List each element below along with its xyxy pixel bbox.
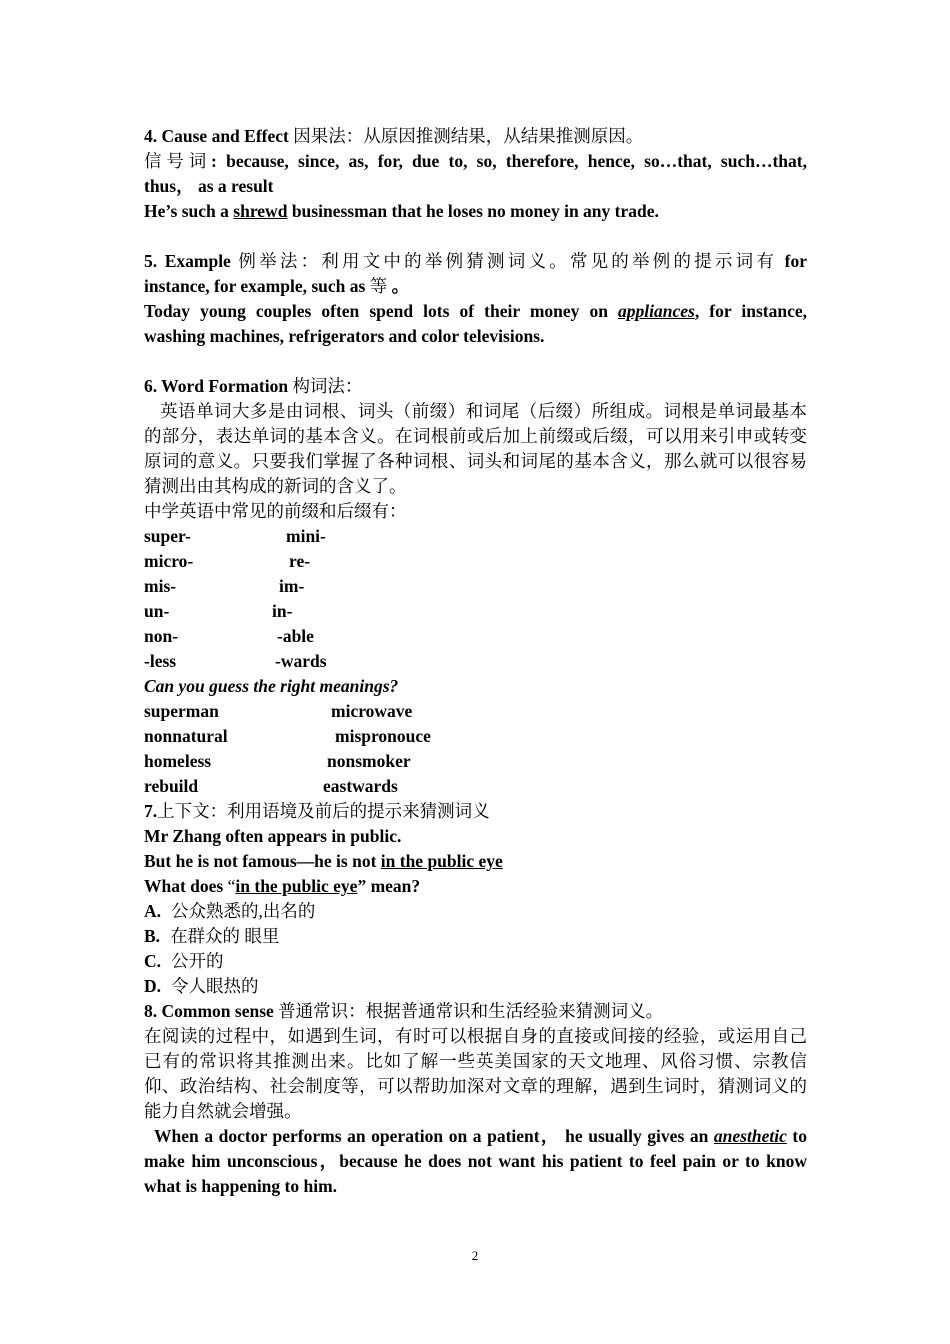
section-8-heading bbox=[144, 999, 807, 1024]
option-list bbox=[144, 899, 807, 999]
affix-row bbox=[144, 599, 807, 624]
example-text: When a doctor performs an operation on a patient， he usually gives an bbox=[154, 1126, 714, 1146]
affix-row-left: non- bbox=[144, 626, 179, 646]
word-list bbox=[144, 699, 807, 799]
target-phrase: in the public eye bbox=[235, 876, 358, 896]
example-text: to make him unconscious，because he does not want his patient to feel pain or to know what is happening to him. bbox=[144, 1126, 808, 1196]
section-7-heading bbox=[144, 799, 807, 824]
signal-words-line-2 bbox=[144, 174, 807, 199]
example-text: , for instance, bbox=[694, 301, 807, 321]
option-item bbox=[144, 899, 807, 924]
spacer bbox=[144, 224, 807, 249]
em-dash: — bbox=[296, 851, 315, 871]
affix-row-right: im- bbox=[279, 576, 305, 596]
section-5-heading-2 bbox=[144, 274, 807, 299]
affix-row bbox=[144, 649, 807, 674]
option-item bbox=[144, 924, 807, 949]
affix-row-left: super- bbox=[144, 526, 191, 546]
affix-row bbox=[144, 624, 807, 649]
context-line-1: Mr Zhang often appears in public. bbox=[144, 826, 402, 846]
word-row bbox=[144, 749, 807, 774]
affix-row-right: in- bbox=[272, 601, 293, 621]
affix-row-right: re- bbox=[289, 551, 311, 571]
example-text: businessman that he loses no money in any trade. bbox=[287, 201, 659, 221]
guess-question: Can you guess the right meanings? bbox=[144, 676, 399, 696]
word-row-right: mispronouce bbox=[335, 726, 431, 746]
example-text: He’s such a bbox=[144, 201, 234, 221]
page-number: 2 bbox=[471, 1248, 479, 1263]
word-row bbox=[144, 774, 807, 799]
example-keyword: shrewd bbox=[233, 201, 288, 221]
document-body bbox=[144, 124, 807, 1199]
word-row-right: nonsmoker bbox=[327, 751, 411, 771]
signal-label: 信号词 bbox=[144, 151, 212, 171]
option-letter: B. bbox=[144, 926, 161, 946]
affix-row-left: -less bbox=[144, 651, 177, 671]
option-text: 公众熟悉的,出名的 bbox=[171, 901, 316, 921]
context-text: But he is not famous bbox=[144, 851, 297, 871]
example-text: Today young couples often spend lots of their money on bbox=[144, 301, 619, 321]
target-phrase: in the public eye bbox=[380, 851, 503, 871]
word-row bbox=[144, 724, 807, 749]
signal-words: : because, since, as, for, due to, so, therefore, hence, so…that, such…that, bbox=[211, 151, 807, 171]
word-row bbox=[144, 699, 807, 724]
section-6-heading bbox=[144, 374, 807, 399]
heading-punct: 。 bbox=[387, 276, 410, 296]
section-5-example-2 bbox=[144, 324, 807, 349]
affix-row-left: un- bbox=[144, 601, 170, 621]
context-text: he is not bbox=[314, 851, 381, 871]
affix-row bbox=[144, 574, 807, 599]
heading-en: 5. Example bbox=[144, 251, 239, 271]
option-item bbox=[144, 974, 807, 999]
section-6-paragraph: 英语单词大多是由词根、词头（前缀）和词尾（后缀）所组成。词根是单词最基本的部分，表达单词的基本含义。在词根前或后加上前缀或后缀，可以用来引申或转变原词的意义。只要我们掌握了各种词根、词头和词尾的基本含义，那么就可以很容易猜测出由其构成的新词的含义了。 bbox=[144, 401, 807, 496]
affix-row-right: -able bbox=[277, 626, 314, 646]
affix-row-right: mini- bbox=[286, 526, 326, 546]
word-row-left: superman bbox=[144, 701, 219, 721]
option-text: 公开的 bbox=[171, 951, 224, 971]
option-text: 在群众的 眼里 bbox=[170, 926, 280, 946]
section-4-heading bbox=[144, 124, 807, 149]
option-letter: A. bbox=[144, 901, 162, 921]
word-row-left: nonnatural bbox=[144, 726, 228, 746]
heading-en: 6. Word Formation bbox=[144, 376, 293, 396]
affix-row-right: -wards bbox=[275, 651, 327, 671]
affix-row bbox=[144, 524, 807, 549]
word-row-right: eastwards bbox=[323, 776, 398, 796]
option-letter: D. bbox=[144, 976, 162, 996]
heading-zh: 构词法： bbox=[292, 376, 363, 396]
heading-number: 7. bbox=[144, 801, 158, 821]
option-letter: C. bbox=[144, 951, 162, 971]
example-keyword: appliances bbox=[618, 301, 695, 321]
affix-row-left: mis- bbox=[144, 576, 177, 596]
affix-intro: 中学英语中常见的前缀和后缀有： bbox=[144, 501, 407, 521]
section-8-example bbox=[144, 1124, 807, 1199]
heading-en: 8. Common sense bbox=[144, 1001, 279, 1021]
example-keyword: anesthetic bbox=[713, 1126, 787, 1146]
heading-en: 4. Cause and Effect bbox=[144, 126, 294, 146]
section-8-paragraph: 在阅读的过程中，如遇到生词，有时可以根据自身的直接或间接的经验，或运用自己已有的常识将其推测出来。比如了解一些英美国家的天文地理、风俗习惯、宗教信仰、政治结构、社会制度等，可以帮助加深对文章的理解，遇到生词时，猜测词义的能力自然就会增强。 bbox=[144, 1026, 807, 1121]
section-4-example bbox=[144, 199, 807, 224]
word-row-right: microwave bbox=[331, 701, 413, 721]
context-line-2 bbox=[144, 849, 807, 874]
heading-zh: 等 bbox=[369, 276, 388, 296]
option-text: 令人眼热的 bbox=[171, 976, 259, 996]
affix-row-left: micro- bbox=[144, 551, 194, 571]
word-row-left: homeless bbox=[144, 751, 212, 771]
question-text: ” mean? bbox=[357, 876, 421, 896]
signal-words-2: thus， as a result bbox=[144, 176, 274, 196]
section-5-example bbox=[144, 299, 807, 324]
heading-zh: 普通常识：根据普通常识和生活经验来猜测词义。 bbox=[278, 1001, 664, 1021]
example-text: washing machines, refrigerators and color televisions. bbox=[144, 326, 545, 346]
option-item bbox=[144, 949, 807, 974]
heading-en: for bbox=[777, 251, 807, 271]
affix-list bbox=[144, 524, 807, 674]
spacer bbox=[144, 349, 807, 374]
context-question bbox=[144, 874, 807, 899]
question-text: What does bbox=[144, 876, 228, 896]
section-5-heading bbox=[144, 249, 807, 274]
heading-zh: 例举法：利用文中的举例猜测词义。常见的举例的提示词有 bbox=[238, 251, 778, 271]
heading-zh: 上下文：利用语境及前后的提示来猜测词义 bbox=[157, 801, 490, 821]
open-quote: “ bbox=[227, 876, 236, 896]
word-row-left: rebuild bbox=[144, 776, 199, 796]
heading-en: instance, for example, such as bbox=[144, 276, 366, 296]
signal-words-line bbox=[144, 149, 807, 174]
affix-row bbox=[144, 549, 807, 574]
heading-zh: 因果法：从原因推测结果，从结果推测原因。 bbox=[293, 126, 644, 146]
